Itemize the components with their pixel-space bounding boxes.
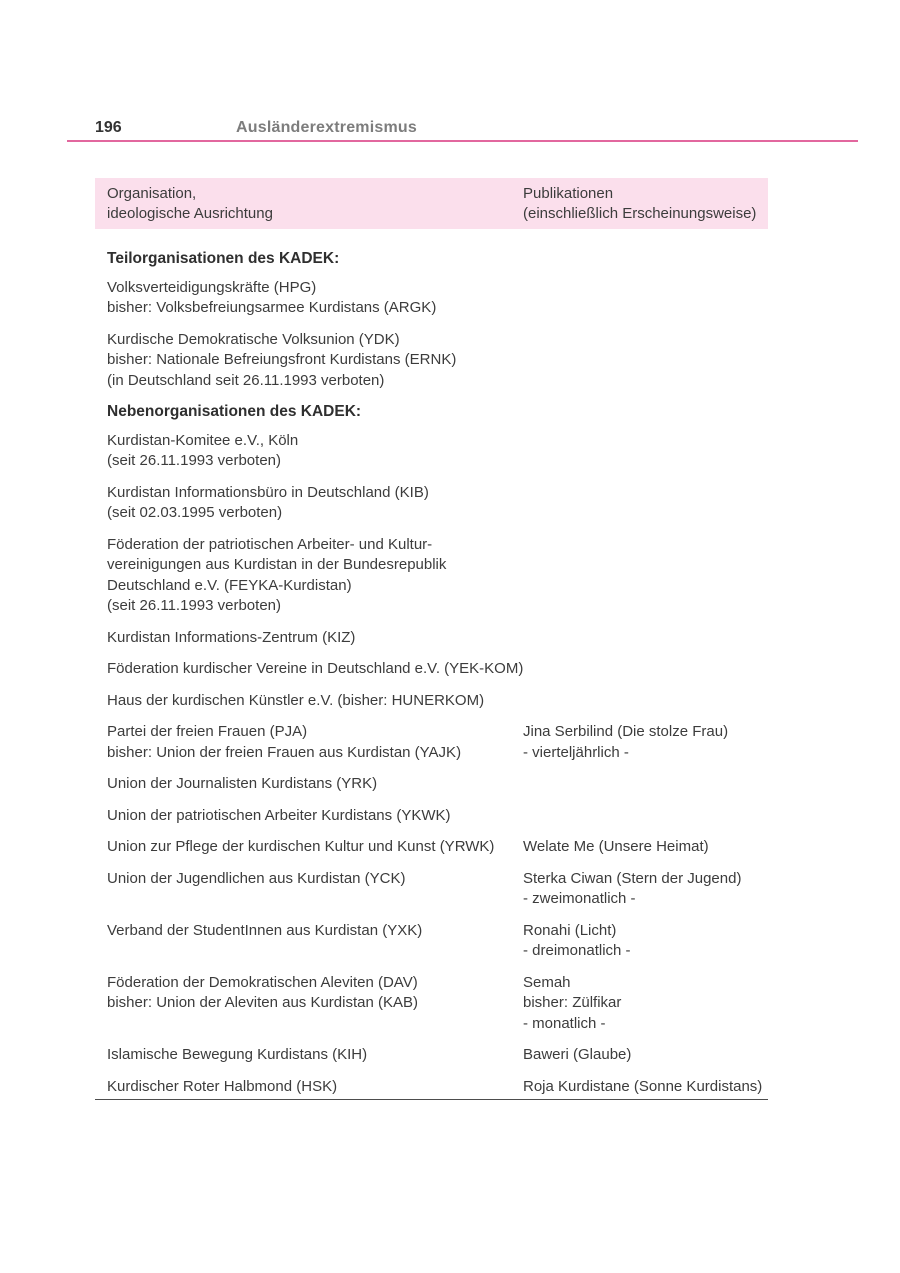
org-cell bbox=[107, 973, 523, 1035]
table-row bbox=[95, 659, 768, 680]
org-line: Union zur Pflege der kurdischen Kultur und Kunst (YRWK) bbox=[107, 838, 495, 855]
pub-line: Welate Me (Unsere Heimat) bbox=[523, 838, 709, 855]
table-header bbox=[95, 178, 768, 229]
org-line: Kurdistan Informationsbüro in Deutschland (KIB) bbox=[107, 483, 429, 501]
org-cell bbox=[107, 1077, 523, 1098]
org-line: Deutschland e.V. (FEYKA-Kurdistan) bbox=[107, 576, 352, 594]
org-line: Kurdische Demokratische Volksunion (YDK) bbox=[107, 330, 400, 348]
pub-line: Jina Serbilind (Die stolze Frau) bbox=[523, 723, 729, 740]
pub-cell bbox=[523, 278, 756, 319]
pub-line: Ronahi (Licht) bbox=[523, 921, 617, 939]
org-cell bbox=[107, 869, 523, 910]
org-line: Partei der freien Frauen (PJA) bbox=[107, 723, 308, 740]
pub-line: - vierteljährlich - bbox=[523, 743, 629, 761]
table-row bbox=[95, 535, 768, 617]
org-cell bbox=[107, 483, 523, 524]
pub-cell bbox=[523, 535, 756, 617]
org-header-cell bbox=[107, 184, 523, 223]
org-line: Volksverteidigungskräfte (HPG) bbox=[107, 278, 317, 296]
org-line: bisher: Union der freien Frauen aus Kurdistan (YAJK) bbox=[107, 743, 462, 761]
org-line: Kurdischer Roter Halbmond (HSK) bbox=[107, 1077, 338, 1095]
running-title: Ausländerextremismus bbox=[236, 119, 417, 136]
org-line: Föderation der patriotischen Arbeiter- und Kultur- bbox=[107, 535, 433, 553]
table-row bbox=[95, 722, 768, 763]
pub-line: Semah bbox=[523, 973, 571, 991]
pub-cell bbox=[523, 628, 756, 649]
pub-header-line: Publikationen bbox=[523, 185, 614, 202]
org-cell bbox=[107, 535, 523, 617]
pub-cell bbox=[523, 921, 756, 962]
table-row bbox=[95, 806, 768, 827]
pub-cell bbox=[523, 722, 756, 763]
table-row bbox=[95, 330, 768, 392]
pub-line: Sterka Ciwan (Stern der Jugend) bbox=[523, 869, 742, 887]
org-line: Kurdistan-Komitee e.V., Köln bbox=[107, 431, 299, 449]
table-row bbox=[95, 691, 768, 712]
org-cell bbox=[107, 628, 523, 649]
org-line: vereinigungen aus Kurdistan in der Bundesrepublik bbox=[107, 556, 447, 573]
pub-line: - dreimonatlich - bbox=[523, 942, 631, 959]
pub-cell bbox=[523, 806, 756, 827]
org-header-line: Organisation, bbox=[107, 185, 197, 202]
pub-cell bbox=[523, 659, 756, 680]
org-line: Kurdistan Informations-Zentrum (KIZ) bbox=[107, 628, 356, 646]
pub-cell bbox=[523, 1045, 756, 1066]
pub-cell bbox=[523, 869, 756, 910]
table-row bbox=[95, 628, 768, 649]
pub-cell bbox=[523, 837, 756, 858]
table-row bbox=[95, 921, 768, 962]
pub-cell bbox=[523, 330, 756, 392]
section-heading: Nebenorganisationen des KADEK: bbox=[107, 403, 362, 420]
org-cell bbox=[107, 278, 523, 319]
pub-cell bbox=[523, 691, 756, 712]
table-row bbox=[95, 278, 768, 319]
org-cell bbox=[107, 722, 523, 763]
section-teilorganisationen bbox=[95, 249, 768, 391]
table-body bbox=[95, 249, 768, 1100]
pub-line: Roja Kurdistane (Sonne Kurdistans) bbox=[523, 1077, 763, 1095]
table-row bbox=[95, 973, 768, 1035]
org-line: Union der patriotischen Arbeiter Kurdistans (YKWK) bbox=[107, 806, 451, 824]
pub-cell bbox=[523, 973, 756, 1035]
org-line: Union der Jugendlichen aus Kurdistan (YCK) bbox=[107, 869, 406, 887]
org-cell bbox=[107, 806, 523, 827]
org-line: bisher: Union der Aleviten aus Kurdistan (KAB) bbox=[107, 994, 418, 1011]
org-cell bbox=[107, 837, 523, 858]
org-line: (seit 26.11.1993 verboten) bbox=[107, 452, 282, 469]
org-cell bbox=[107, 921, 523, 962]
pub-cell bbox=[523, 483, 756, 524]
pub-line: - monatlich - bbox=[523, 1014, 606, 1032]
table-row bbox=[95, 774, 768, 795]
org-line: (in Deutschland seit 26.11.1993 verboten) bbox=[107, 371, 385, 389]
pub-cell bbox=[523, 774, 756, 795]
header-rule bbox=[67, 140, 858, 142]
table-row bbox=[95, 483, 768, 524]
table bbox=[95, 178, 768, 1100]
org-line: Haus der kurdischen Künstler e.V. (bisher: HUNERKOM) bbox=[107, 691, 485, 709]
pub-cell bbox=[523, 1077, 762, 1098]
section-heading: Teilorganisationen des KADEK: bbox=[107, 250, 340, 267]
org-line: bisher: Nationale Befreiungsfront Kurdistans (ERNK) bbox=[107, 351, 457, 368]
pub-line: Baweri (Glaube) bbox=[523, 1046, 632, 1063]
page-number: 196 bbox=[95, 119, 122, 136]
org-header-line: ideologische Ausrichtung bbox=[107, 204, 273, 222]
pub-line: - zweimonatlich - bbox=[523, 890, 636, 907]
org-cell bbox=[107, 659, 523, 680]
org-cell bbox=[107, 431, 523, 472]
org-line: Föderation der Demokratischen Aleviten (DAV) bbox=[107, 973, 418, 991]
org-line: (seit 02.03.1995 verboten) bbox=[107, 504, 283, 521]
org-cell bbox=[107, 774, 523, 795]
table-row bbox=[95, 431, 768, 472]
pub-header-cell bbox=[523, 184, 756, 223]
table-row bbox=[95, 869, 768, 910]
org-line: Föderation kurdischer Vereine in Deutschland e.V. (YEK-KOM) bbox=[107, 660, 524, 677]
table-row bbox=[95, 1045, 768, 1066]
pub-cell bbox=[523, 431, 756, 472]
pub-line: bisher: Zülfikar bbox=[523, 994, 622, 1011]
section-nebenorganisationen bbox=[95, 402, 768, 1097]
org-cell bbox=[107, 330, 523, 392]
org-line: bisher: Volksbefreiungsarmee Kurdistans (ARGK) bbox=[107, 299, 437, 316]
org-line: Verband der StudentInnen aus Kurdistan (YXK) bbox=[107, 921, 423, 939]
pub-header-line: (einschließlich Erscheinungsweise) bbox=[523, 204, 757, 222]
org-line: Union der Journalisten Kurdistans (YRK) bbox=[107, 775, 378, 792]
table-row bbox=[95, 837, 768, 858]
org-line: (seit 26.11.1993 verboten) bbox=[107, 597, 282, 614]
table-row bbox=[95, 1077, 768, 1098]
org-line: Islamische Bewegung Kurdistans (KIH) bbox=[107, 1046, 368, 1063]
org-cell bbox=[107, 691, 523, 712]
org-cell bbox=[107, 1045, 523, 1066]
table-bottom-rule bbox=[95, 1099, 768, 1100]
